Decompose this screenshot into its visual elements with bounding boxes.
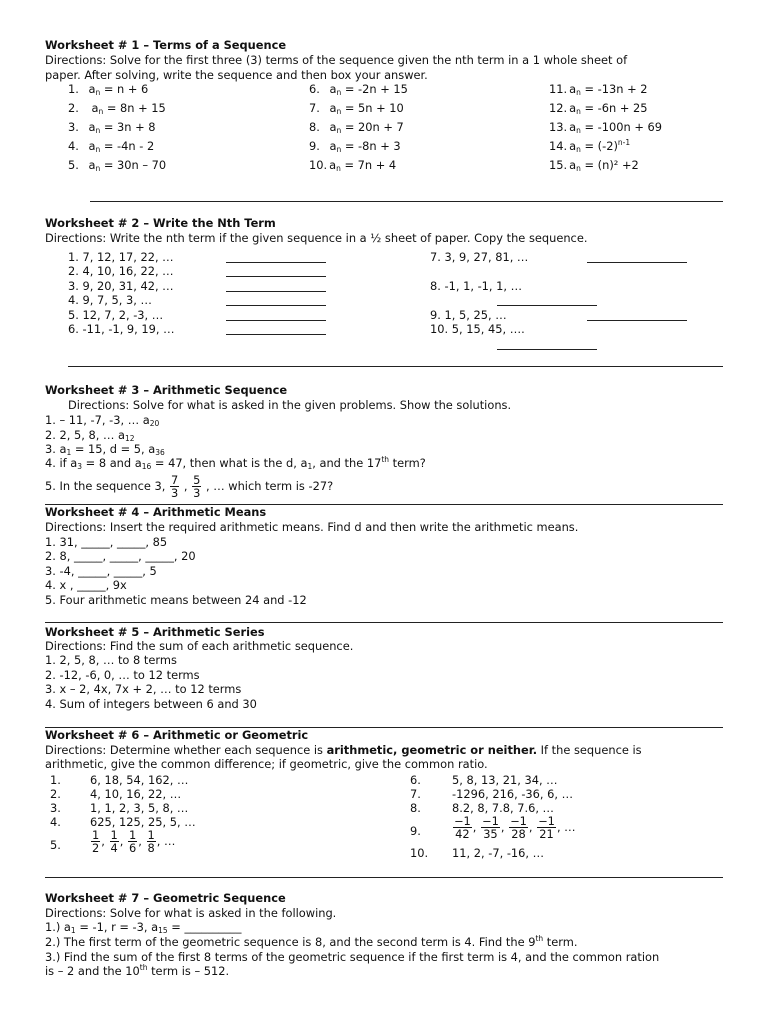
ws4-title: Worksheet # 4 – Arithmetic Means <box>45 505 267 519</box>
ws1-item: 10. $a_n = 7n + 4$ <box>309 158 397 173</box>
list-item: 4. Sum of integers between 6 and 30 <box>45 697 257 711</box>
list-item: 3. $a_1 = 15$, d = 5, $a_{36}$ <box>45 442 165 457</box>
fraction: $\frac{1}{2}$ <box>92 828 100 855</box>
divider <box>68 366 723 367</box>
ws2-title: Worksheet # 2 – Write the Nth Term <box>45 216 276 230</box>
item-number: 8. <box>410 801 421 815</box>
fraction: $\frac{1}{4}$ <box>110 828 118 855</box>
ws1-item: 2. $a_n = 8n + 15$ <box>68 101 166 116</box>
answer-blank[interactable] <box>226 320 326 321</box>
list-item: 1. – 11, -7, -3, … $a_{20}$ <box>45 413 160 428</box>
list-item: 1.) $a_1 = -1$, r = -3, $a_{15}$ = __________ <box>45 920 242 935</box>
ws1-item: 8. $a_n = 20n + 7$ <box>309 120 404 135</box>
ws7-directions: Directions: Solve for what is asked in the following. <box>45 906 337 920</box>
ws4-directions: Directions: Insert the required arithmetic means. Find d and then write the arithmetic means. <box>45 520 579 534</box>
answer-blank[interactable] <box>226 262 326 263</box>
item-number: 5. <box>50 838 61 852</box>
divider <box>45 877 723 878</box>
answer-blank[interactable] <box>587 262 687 263</box>
list-item: is – 2 and the 10th term is – 512. <box>45 963 230 978</box>
ws1-item: 14. $a_n = (-2)^{n-1}$ <box>549 138 631 154</box>
item-number: 10. <box>410 846 429 860</box>
list-item: 4. 9, 7, 5, 3, … <box>68 293 152 307</box>
ws5-directions: Directions: Find the sum of each arithmetic sequence. <box>45 639 354 653</box>
list-item: -1296, 216, -36, 6, … <box>452 787 574 801</box>
ws1-item: 3. $a_n = 3n + 8$ <box>68 120 156 135</box>
list-item: $\frac{-1}{42}$ , $\frac{-1}{35}$ , $\frac{-1}{28}$ , $\frac{-1}{21}$ , … <box>454 814 576 841</box>
answer-blank[interactable] <box>226 305 326 306</box>
answer-blank[interactable] <box>497 349 597 350</box>
ws1-item: 4. $a_n = -4n - 2$ <box>68 139 155 154</box>
ws3-directions: Directions: Solve for what is asked in the given problems. Show the solutions. <box>68 398 512 412</box>
divider <box>45 622 723 623</box>
ws2-directions: Directions: Write the nth term if the given sequence in a ½ sheet of paper. Copy the sequence. <box>45 231 588 245</box>
item-number: 2. <box>50 787 61 801</box>
item-number: 4. <box>50 815 61 829</box>
ws1-item: 13. $a_n = -100n + 69$ <box>549 120 663 135</box>
fraction: $\frac{-1}{42}$ <box>454 814 471 841</box>
list-item: 9. 1, 5, 25, … <box>430 308 507 322</box>
list-item: 5. 12, 7, 2, -3, … <box>68 308 164 322</box>
list-item: $\frac{1}{2}$ , $\frac{1}{4}$ , $\frac{1}{6}$ , $\frac{1}{8}$ , … <box>92 828 176 855</box>
item-number: 3. <box>50 801 61 815</box>
list-item: 2. 2, 5, 8, … $a_{12}$ <box>45 428 135 443</box>
list-item: 8.2, 8, 7.8, 7.6, … <box>452 801 554 815</box>
ws1-item: 9. $a_n = -8n + 3$ <box>309 139 401 154</box>
divider <box>90 201 723 202</box>
list-item: 3. 9, 20, 31, 42, … <box>68 279 174 293</box>
list-item: 6. -11, -1, 9, 19, … <box>68 322 175 336</box>
ws1-item: 7. $a_n = 5n + 10$ <box>309 101 404 116</box>
ws6-title: Worksheet # 6 – Arithmetic or Geometric <box>45 728 309 742</box>
list-item: 1. 2, 5, 8, … to 8 terms <box>45 653 177 667</box>
list-item: 4, 10, 16, 22, … <box>90 787 182 801</box>
fraction: $\frac{1}{6}$ <box>129 828 137 855</box>
ws1-item: 6. $a_n = -2n + 15$ <box>309 82 408 97</box>
list-item: 10. 5, 15, 45, …. <box>430 322 525 336</box>
ws7-title: Worksheet # 7 – Geometric Sequence <box>45 891 286 905</box>
list-item: 5. Four arithmetic means between 24 and -12 <box>45 593 307 607</box>
list-item: 5. In the sequence 3, $\frac{7}{3}$ , $\frac{5}{3}$ , … which term is -27? <box>45 473 334 500</box>
ws1-item: 5. $a_n = 30n - 70$ <box>68 158 167 173</box>
list-item: 2. 8, _____, _____, _____, 20 <box>45 549 196 563</box>
item-number: 9. <box>410 824 421 838</box>
fraction: $\frac{-1}{21}$ <box>538 814 555 841</box>
fraction: $\frac{5}{3}$ <box>193 473 201 500</box>
ws1-item: 11. $a_n = -13n + 2$ <box>549 82 648 97</box>
ws1-directions-1: Directions: Solve for the first three (3) terms of the sequence given the nth term in a 1 whole sheet of <box>45 53 628 67</box>
ws6-directions-1: Directions: Determine whether each sequence is arithmetic, geometric or neither. If the sequence is <box>45 743 642 757</box>
list-item: 3. x – 2, 4x, 7x + 2, … to 12 terms <box>45 682 242 696</box>
list-item: 3.) Find the sum of the first 8 terms of the geometric sequence if the first term is 4, and the common ration <box>45 950 660 964</box>
item-number: 1. <box>50 773 61 787</box>
list-item: 1, 1, 2, 3, 5, 8, … <box>90 801 189 815</box>
list-item: 1. 31, _____, _____, 85 <box>45 535 168 549</box>
ws6-directions-2: arithmetic, give the common difference; if geometric, give the common ratio. <box>45 757 488 771</box>
ws3-title: Worksheet # 3 – Arithmetic Sequence <box>45 383 288 397</box>
ws1-directions-2: paper. After solving, write the sequence and then box your answer. <box>45 68 428 82</box>
answer-blank[interactable] <box>226 276 326 277</box>
list-item: 3. -4, _____, _____, 5 <box>45 564 157 578</box>
answer-blank[interactable] <box>497 305 597 306</box>
list-item: 1. 7, 12, 17, 22, … <box>68 250 174 264</box>
list-item: 5, 8, 13, 21, 34, … <box>452 773 558 787</box>
list-item: 625, 125, 25, 5, … <box>90 815 196 829</box>
list-item: 8. -1, 1, -1, 1, … <box>430 279 523 293</box>
item-number: 7. <box>410 787 421 801</box>
fraction: $\frac{-1}{35}$ <box>482 814 499 841</box>
ws1-item: 12. $a_n = -6n + 25$ <box>549 101 648 116</box>
answer-blank[interactable] <box>226 334 326 335</box>
list-item: 7. 3, 9, 27, 81, … <box>430 250 529 264</box>
ws1-title: Worksheet # 1 – Terms of a Sequence <box>45 38 287 52</box>
list-item: 2. -12, -6, 0, … to 12 terms <box>45 668 200 682</box>
list-item: 4. if $a_3 = 8$ and $a_{16} = 47$, then what is the d, $a_1$, and the 17th term? <box>45 455 426 471</box>
fraction: $\frac{1}{8}$ <box>147 828 155 855</box>
list-item: 2. 4, 10, 16, 22, … <box>68 264 174 278</box>
item-number: 6. <box>410 773 421 787</box>
ws5-title: Worksheet # 5 – Arithmetic Series <box>45 625 265 639</box>
answer-blank[interactable] <box>226 291 326 292</box>
fraction: $\frac{-1}{28}$ <box>510 814 527 841</box>
fraction: $\frac{7}{3}$ <box>171 473 179 500</box>
list-item: 11, 2, -7, -16, … <box>452 846 545 860</box>
ws1-item: 1. $a_n = n + 6$ <box>68 82 149 97</box>
ws1-item: 15. $a_n = (n)^2 +2$ <box>549 158 639 173</box>
list-item: 2.) The first term of the geometric sequence is 8, and the second term is 4. Find the 9th term. <box>45 934 578 949</box>
answer-blank[interactable] <box>587 320 687 321</box>
list-item: 4. x , _____, 9x <box>45 578 127 592</box>
list-item: 6, 18, 54, 162, … <box>90 773 189 787</box>
